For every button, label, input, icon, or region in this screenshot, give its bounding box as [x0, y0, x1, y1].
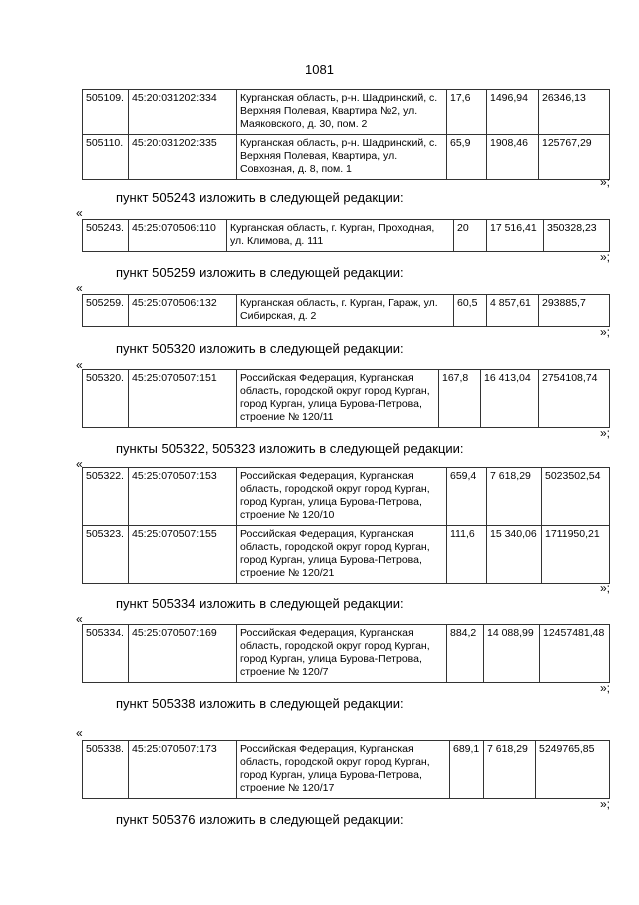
opening-quote: « [76, 457, 83, 471]
opening-quote: « [76, 726, 83, 740]
closing-quote: »; [600, 426, 611, 440]
cadastral-number: 45:25:070507:151 [129, 370, 237, 428]
row-number: 505322. [83, 468, 129, 526]
row-number: 505109. [83, 90, 129, 135]
address: Курганская область, р-н. Шадринский, с. Верхняя Полевая, Квартира №2, ул. Маяковского, д. 30, пом. 2 [237, 90, 447, 135]
table-row [83, 526, 610, 584]
address: Российская Федерация, Курганская область, городской округ город Курган, город Курган, улица Бурова-Петрова, строение № 120/10 [237, 468, 447, 526]
page-number: 1081 [305, 62, 334, 77]
closing-quote: »; [600, 175, 611, 189]
table-row [83, 90, 610, 135]
row-number: 505338. [83, 741, 129, 799]
area: 689,1 [450, 741, 484, 799]
address: Курганская область, г. Курган, Проходная, ул. Климова, д. 111 [227, 220, 454, 252]
table-row [83, 468, 610, 526]
opening-quote: « [76, 281, 83, 295]
row-number: 505320. [83, 370, 129, 428]
total-value: 12457481,48 [540, 625, 610, 683]
total-value: 5023502,54 [542, 468, 610, 526]
area: 167,8 [439, 370, 481, 428]
cadastral-number: 45:20:031202:334 [129, 90, 237, 135]
area: 60,5 [454, 295, 487, 327]
amendment-instruction: пункты 505322, 505323 изложить в следующей редакции: [116, 441, 464, 456]
table-row [83, 370, 610, 428]
area: 65,9 [447, 135, 487, 180]
cadastral-number: 45:25:070507:173 [129, 741, 237, 799]
amendment-instruction: пункт 505334 изложить в следующей редакции: [116, 596, 404, 611]
area: 20 [454, 220, 487, 252]
property-table [82, 89, 610, 180]
unit-value: 7 618,29 [484, 741, 536, 799]
unit-value: 16 413,04 [481, 370, 539, 428]
property-table [82, 294, 610, 327]
closing-quote: »; [600, 581, 611, 595]
unit-value: 1496,94 [487, 90, 539, 135]
address: Российская Федерация, Курганская область, городской округ город Курган, город Курган, улица Бурова-Петрова, строение № 120/7 [237, 625, 447, 683]
amendment-instruction: пункт 505320 изложить в следующей редакции: [116, 341, 404, 356]
row-number: 505110. [83, 135, 129, 180]
total-value: 2754108,74 [539, 370, 610, 428]
unit-value: 14 088,99 [484, 625, 540, 683]
address: Российская Федерация, Курганская область, городской округ город Курган, город Курган, улица Бурова-Петрова, строение № 120/21 [237, 526, 447, 584]
opening-quote: « [76, 612, 83, 626]
closing-quote: »; [600, 681, 611, 695]
cadastral-number: 45:25:070507:153 [129, 468, 237, 526]
opening-quote: « [76, 358, 83, 372]
total-value: 1711950,21 [542, 526, 610, 584]
row-number: 505323. [83, 526, 129, 584]
amendment-instruction: пункт 505376 изложить в следующей редакции: [116, 812, 404, 827]
table-row [83, 625, 610, 683]
closing-quote: »; [600, 325, 611, 339]
row-number: 505243. [83, 220, 129, 252]
unit-value: 1908,46 [487, 135, 539, 180]
unit-value: 15 340,06 [487, 526, 542, 584]
area: 659,4 [447, 468, 487, 526]
closing-quote: »; [600, 797, 611, 811]
unit-value: 7 618,29 [487, 468, 542, 526]
cadastral-number: 45:25:070506:132 [129, 295, 237, 327]
property-table [82, 369, 610, 428]
address: Российская Федерация, Курганская область, городской округ город Курган, город Курган, улица Бурова-Петрова, строение № 120/17 [237, 741, 450, 799]
area: 884,2 [447, 625, 484, 683]
amendment-instruction: пункт 505338 изложить в следующей редакции: [116, 696, 404, 711]
table-row [83, 295, 610, 327]
table-row [83, 135, 610, 180]
cadastral-number: 45:25:070507:169 [129, 625, 237, 683]
unit-value: 17 516,41 [487, 220, 544, 252]
property-table [82, 624, 610, 683]
row-number: 505334. [83, 625, 129, 683]
total-value: 125767,29 [539, 135, 610, 180]
address: Российская Федерация, Курганская область, городской округ город Курган, город Курган, улица Бурова-Петрова, строение № 120/11 [237, 370, 439, 428]
opening-quote: « [76, 206, 83, 220]
cadastral-number: 45:25:070507:155 [129, 526, 237, 584]
row-number: 505259. [83, 295, 129, 327]
cadastral-number: 45:25:070506:110 [129, 220, 227, 252]
total-value: 293885,7 [539, 295, 610, 327]
total-value: 5249765,85 [536, 741, 610, 799]
address: Курганская область, р-н. Шадринский, с. Верхняя Полевая, Квартира, ул. Совхозная, д. 8, пом. 1 [237, 135, 447, 180]
area: 111,6 [447, 526, 487, 584]
amendment-instruction: пункт 505259 изложить в следующей редакции: [116, 265, 404, 280]
unit-value: 4 857,61 [487, 295, 539, 327]
address: Курганская область, г. Курган, Гараж, ул. Сибирская, д. 2 [237, 295, 454, 327]
total-value: 350328,23 [544, 220, 610, 252]
total-value: 26346,13 [539, 90, 610, 135]
cadastral-number: 45:20:031202:335 [129, 135, 237, 180]
property-table [82, 219, 610, 252]
table-row [83, 220, 610, 252]
table-row [83, 741, 610, 799]
area: 17,6 [447, 90, 487, 135]
property-table [82, 740, 610, 799]
amendment-instruction: пункт 505243 изложить в следующей редакции: [116, 190, 404, 205]
closing-quote: »; [600, 250, 611, 264]
property-table [82, 467, 610, 584]
